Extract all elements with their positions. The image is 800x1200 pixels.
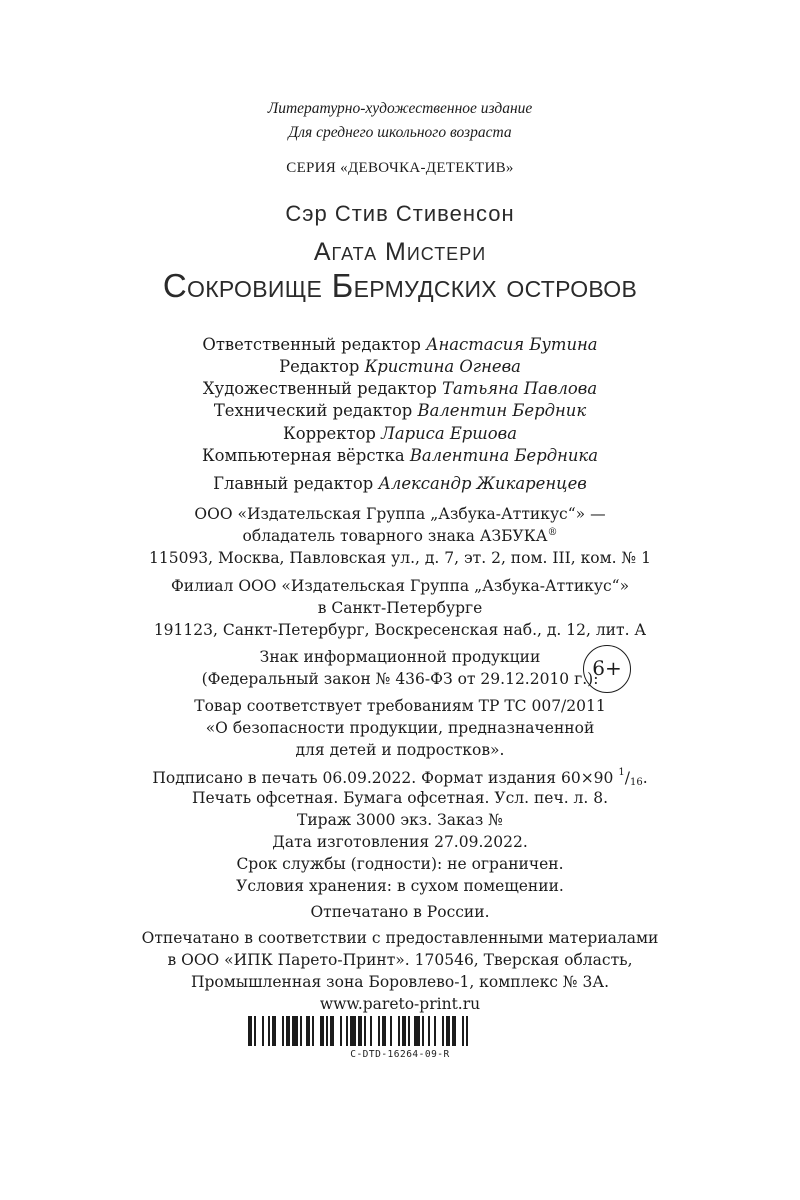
printer-line-1: Отпечатано в соответствии с предоставленными материалами (141, 929, 659, 947)
barcode-bar (330, 1016, 334, 1046)
credit-person: Валентина Бердника (409, 446, 598, 465)
barcode-bar (398, 1016, 400, 1046)
barcode-bar (414, 1016, 420, 1046)
format-fraction-denominator: 16 (629, 777, 643, 788)
barcode-bar (358, 1016, 362, 1046)
barcode-bar (282, 1016, 284, 1046)
compliance-line-3: для детей и подростков». (295, 741, 505, 759)
barcode-bar (422, 1016, 424, 1046)
barcode-bar (292, 1016, 298, 1046)
barcode-bar (364, 1016, 366, 1046)
age-rating-badge: 6+ (583, 645, 631, 693)
credit-line (0, 424, 800, 443)
barcode-bar (378, 1016, 380, 1046)
branch-line-2: в Санкт-Петербурге (317, 599, 483, 617)
barcode-bar (350, 1016, 356, 1046)
credit-person: Татьяна Павлова (442, 379, 598, 398)
barcode-bar (320, 1016, 324, 1046)
manufacture-date-line: Дата изготовления 27.09.2022. (272, 833, 528, 851)
chief-editor-line (0, 474, 800, 493)
publisher-line-1: ООО «Издательская Группа „Азбука-Аттикус“» — (194, 505, 606, 523)
barcode-bar (370, 1016, 372, 1046)
barcode-bar (326, 1016, 328, 1046)
credit-role: Ответственный редактор (202, 335, 421, 354)
format-fraction-tail: . (642, 769, 648, 787)
credit-line (0, 335, 800, 354)
compliance-line-1: Товар соответствует требованиям ТР ТС 007/2011 (194, 697, 606, 715)
registered-mark: ® (547, 527, 558, 538)
barcode-bar (262, 1016, 264, 1046)
barcode-bar (300, 1016, 302, 1046)
barcode-bar (442, 1016, 444, 1046)
barcode-bar (340, 1016, 342, 1046)
print-format-text: Подписано в печать 06.09.2022. Формат издания 60×90 (152, 769, 614, 787)
barcode-bar (462, 1016, 464, 1046)
author-name: Сэр Стив Стивенсон (285, 201, 515, 226)
info-sign-line-2: (Федеральный закон № 436-ФЗ от 29.12.2010 г.): (201, 670, 599, 688)
genre-line-2: Для среднего школьного возраста (288, 124, 512, 141)
print-run-line: Тираж 3000 экз. Заказ № (297, 811, 503, 829)
barcode-bar (346, 1016, 348, 1046)
credit-role: Корректор (283, 424, 376, 443)
barcode (248, 1016, 548, 1046)
book-title-line-1: Агата Мистери (313, 238, 487, 266)
barcode-bar (286, 1016, 290, 1046)
format-fraction-numerator: 1 (618, 767, 625, 778)
credit-role: Компьютерная вёрстка (201, 446, 405, 465)
branch-address: 191123, Санкт-Петербург, Воскресенская наб., д. 12, лит. А (153, 621, 647, 639)
barcode-caption: С-DTD-16264-09-R (350, 1049, 450, 1060)
barcode-bar (466, 1016, 468, 1046)
printer-line-3: Промышленная зона Боровлево-1, комплекс № 3А. (190, 973, 610, 991)
barcode-bar (428, 1016, 430, 1046)
series-name: СЕРИЯ «ДЕВОЧКА-ДЕТЕКТИВ» (286, 160, 514, 176)
barcode-bar (434, 1016, 436, 1046)
credit-role: Редактор (279, 357, 360, 376)
printer-url: www.pareto-print.ru (319, 995, 481, 1013)
barcode-bar (402, 1016, 406, 1046)
publisher-address: 115093, Москва, Павловская ул., д. 7, эт. 2, пом. III, ком. № 1 (149, 549, 651, 567)
publisher-line-2 (0, 527, 800, 545)
storage-line: Условия хранения: в сухом помещении. (236, 877, 564, 895)
printer-line-2: в ООО «ИПК Парето-Принт». 170546, Тверская область, (167, 951, 633, 969)
credit-person: Валентин Бердник (417, 401, 587, 420)
printed-in-line: Отпечатано в России. (310, 903, 490, 921)
barcode-bar (248, 1016, 252, 1046)
credit-role: Главный редактор (213, 474, 374, 493)
credit-line (0, 379, 800, 398)
credit-role: Технический редактор (213, 401, 413, 420)
barcode-bar (452, 1016, 456, 1046)
barcode-bar (446, 1016, 450, 1046)
compliance-line-2: «О безопасности продукции, предназначенной (205, 719, 595, 737)
barcode-bar (408, 1016, 410, 1046)
info-sign-line-1: Знак информационной продукции (259, 648, 541, 666)
barcode-bar (312, 1016, 314, 1046)
genre-line-1: Литературно-художественное издание (267, 100, 533, 117)
barcode-bar (272, 1016, 276, 1046)
barcode-bar (268, 1016, 270, 1046)
barcode-bar (254, 1016, 256, 1046)
branch-line-1: Филиал ООО «Издательская Группа „Азбука-Аттикус“» (170, 577, 630, 595)
credit-line (0, 401, 800, 420)
credit-person: Александр Жикаренцев (378, 474, 587, 493)
credit-role: Художественный редактор (202, 379, 437, 398)
print-paper-line: Печать офсетная. Бумага офсетная. Усл. печ. л. 8. (191, 789, 609, 807)
shelf-life-line: Срок службы (годности): не ограничен. (236, 855, 564, 873)
barcode-bar (306, 1016, 310, 1046)
credit-person: Анастасия Бутина (426, 335, 598, 354)
credit-line (0, 357, 800, 376)
credit-line (0, 446, 800, 465)
barcode-bar (390, 1016, 392, 1046)
book-title-line-2: Сокровище Бермудских островов (162, 267, 638, 304)
print-signed-line: Подписано в печать 06.09.2022. Формат издания 60×90 $^1$/16. (152, 767, 648, 788)
credit-person: Кристина Огнева (364, 357, 521, 376)
barcode-bar (382, 1016, 386, 1046)
publisher-trademark-text: обладатель товарного знака АЗБУКА (242, 527, 548, 546)
credit-person: Лариса Ершова (381, 424, 517, 443)
